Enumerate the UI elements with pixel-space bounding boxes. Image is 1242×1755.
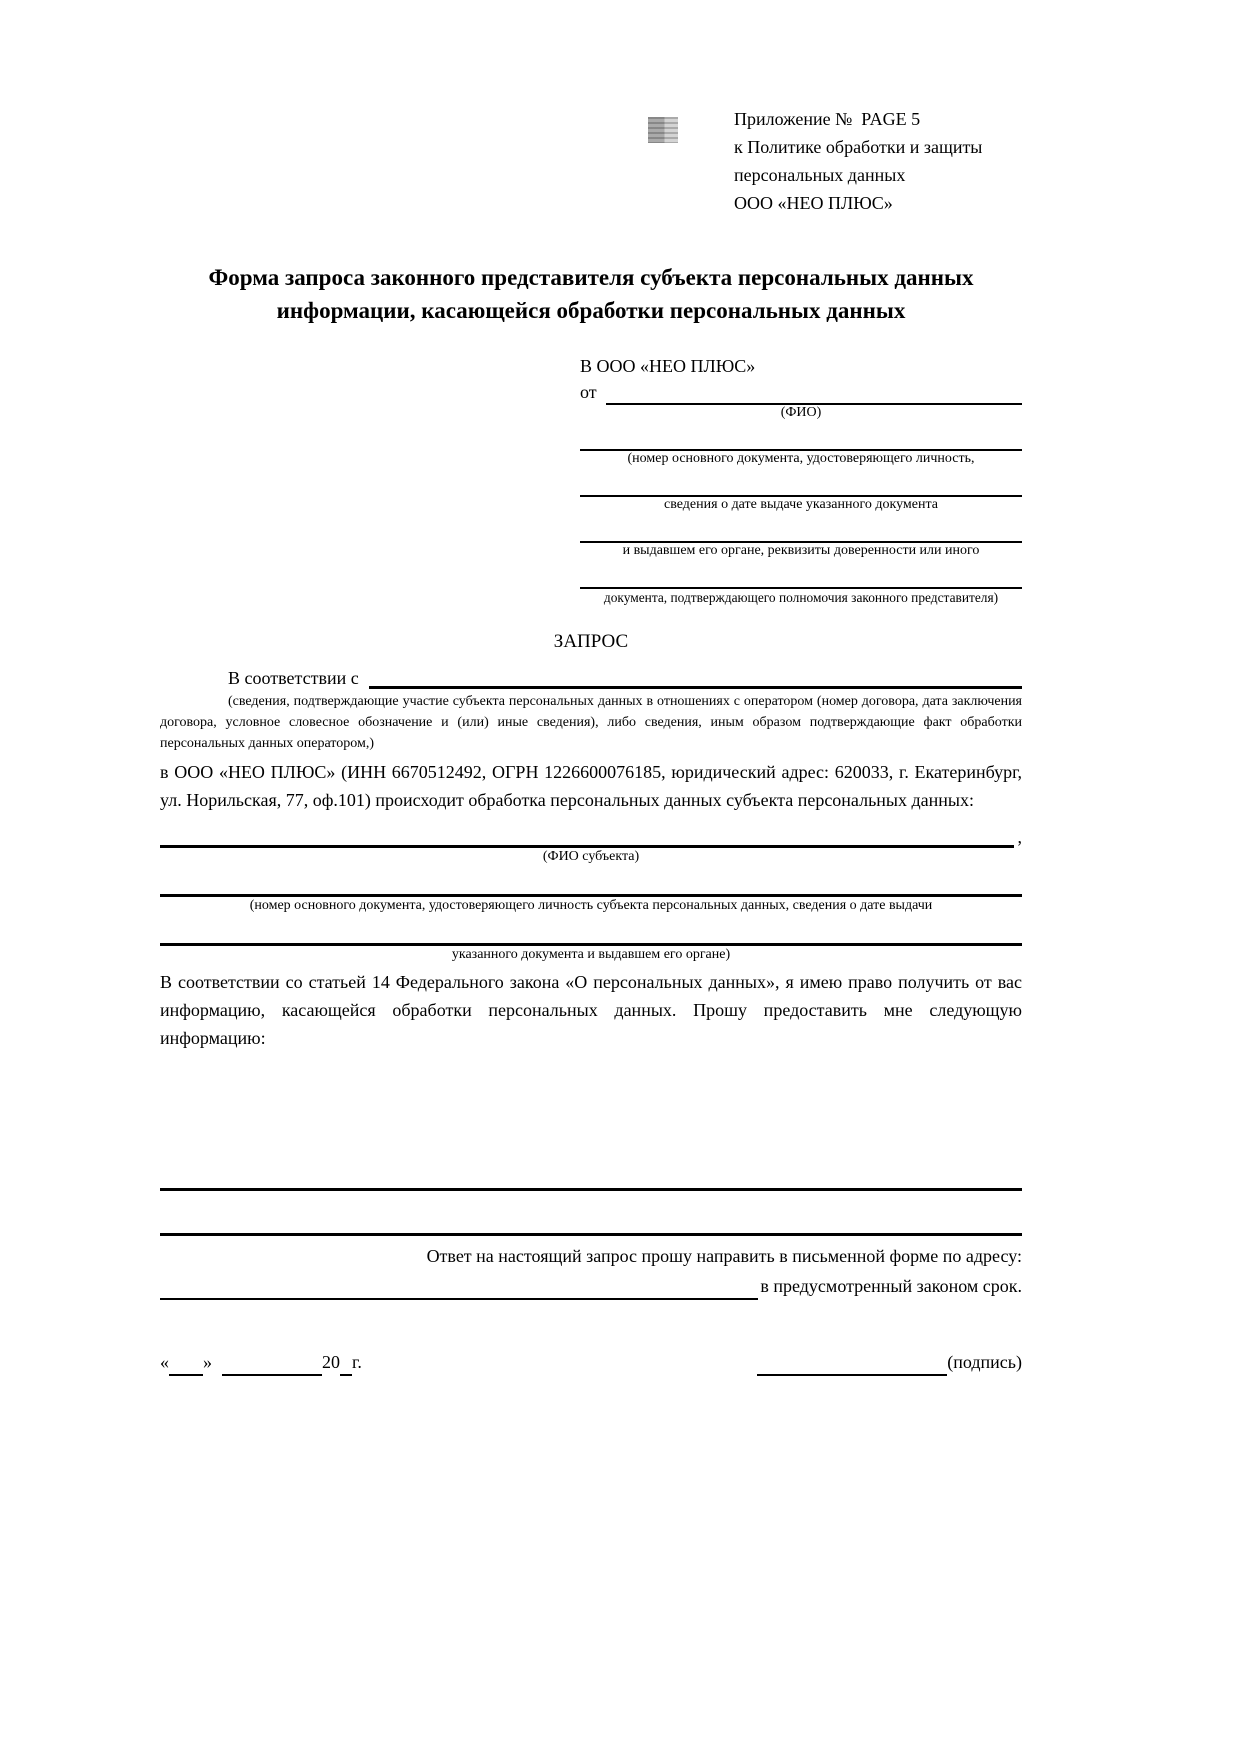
from-line [580,379,1022,405]
issuing-authority-group [580,515,1022,559]
subject-doc-caption-2: указанного документа и выдавшем его органе) [451,947,731,962]
fill-in-line [580,561,1022,589]
header-line-appendix: Приложение № PAGE 5 [734,109,921,129]
answer-line: Ответ на настоящий запрос прошу направить в письменной форме по адресу: [426,1246,1022,1266]
year-fill-in-line [340,1352,352,1376]
header-line-personal-data: персональных данных [734,165,906,185]
month-fill-in-line [222,1352,322,1376]
subject-doc-caption-1: (номер основного документа, удостоверяющего личность субъекта персональных данных, сведения о дате выдачи [249,898,933,913]
from-fill-in-line [606,381,1022,405]
law-paragraph: В соответствии со статьей 14 Федерального закона «О персональных данных», я имею право получить от вас информацию, касающейся обработки персональных данных. Прошу предоставить мне следующую информацию: [160,972,1022,1048]
representative-authority-group [580,561,1022,607]
document-title-line-2: информации, касающейся обработки персональных данных [276,298,906,323]
answer-address-line [160,1272,1022,1300]
caption-doc-number: (номер основного документа, удостоверяющего личность, [627,451,975,466]
caption-representative-authority: документа, подтверждающего полномочия законного представителя) [603,590,999,605]
date-signature-row [160,1348,1022,1376]
signature-fill-in-line [757,1352,947,1376]
header-line-company: ООО «НЕО ПЛЮС» [734,193,893,213]
fio-caption: (ФИО) [780,405,822,420]
signature-group [757,1348,1022,1376]
fill-in-line [580,515,1022,543]
subject-fio-fill-in-line [160,821,1014,848]
address-fill-in-line [160,1274,758,1300]
intro-line [160,663,1022,689]
thumbnail-image-icon [648,117,678,143]
answer-tail: в предусмотренный законом срок. [760,1276,1022,1296]
requested-info-fill-in-line-2 [160,1193,1022,1236]
document-number-group [580,423,1022,467]
fine-print-caption: (сведения, подтверждающие участие субъекта персональных данных в отношениях с оператором (номер договора, дата заключения договора, условное словесное обозначение и (или) иные сведения), либо сведения, иным образом подтверждающие факт обработки персональных данных оператором,) [160,694,1022,751]
subject-doc-fill-in-line-2 [160,917,1022,946]
intro-fill-in-line [369,662,1022,689]
trailing-comma: , [1017,827,1022,847]
header-line-policy: к Политике обработки и защиты [734,137,983,157]
request-heading: ЗАПРОС [553,631,629,652]
year-suffix: г. [352,1352,362,1372]
addressee-to: В ООО «НЕО ПЛЮС» [580,356,756,376]
header-right-block [734,105,982,217]
quote-close: » [203,1352,212,1372]
document-title-line-1: Форма запроса законного представителя субъекта персональных данных [208,265,974,290]
fill-in-line [580,423,1022,451]
quote-open: « [160,1352,169,1372]
intro-label: В соответствии с [228,668,359,688]
subject-doc-fill-in-line [160,868,1022,897]
caption-issuing-authority: и выдавшем его органе, реквизиты доверенности или иного [622,543,980,558]
subject-fio-caption: (ФИО субъекта) [542,849,640,864]
day-fill-in-line [169,1352,203,1376]
caption-issue-date: сведения о дате выдаче указанного документа [664,497,938,512]
requested-info-fill-in-line-1 [160,1162,1022,1191]
date-group [160,1348,362,1376]
page-header [160,105,1022,217]
issue-date-group [580,469,1022,513]
document-title [160,261,1022,327]
operator-paragraph: в ООО «НЕО ПЛЮС» (ИНН 6670512492, ОГРН 1226600076185, юридический адрес: 620033, г. Екатеринбург, ул. Норильская, 77, оф.101) происходит обработка персональных данных субъекта персональных данных: [160,762,1022,810]
from-label: от [580,382,597,402]
subject-fio-line [160,824,1022,848]
fill-in-line [580,469,1022,497]
addressee-block [580,353,1022,607]
signature-caption: (подпись) [947,1352,1022,1372]
year-prefix: 20 [322,1352,340,1372]
